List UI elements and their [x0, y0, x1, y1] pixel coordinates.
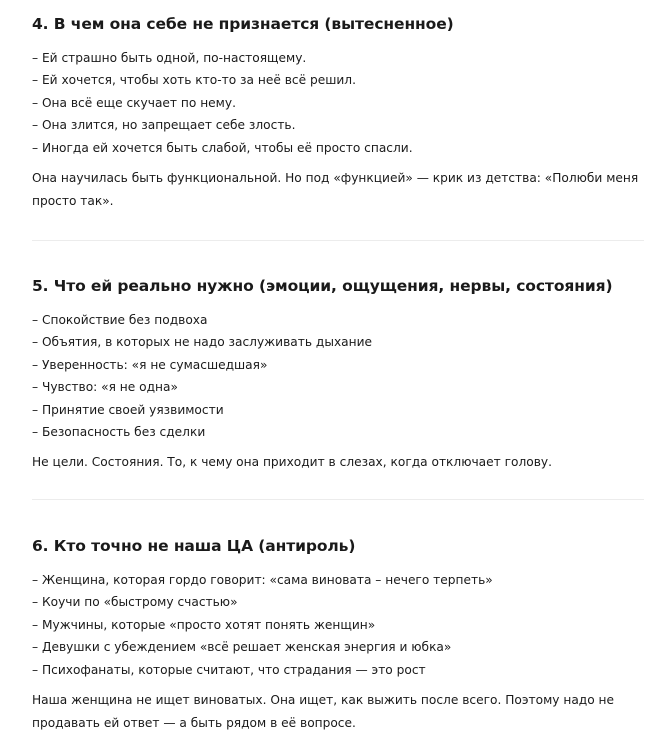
list-item: – Иногда ей хочется быть слабой, чтобы её просто спасли.: [32, 140, 413, 155]
list-item: – Коучи по «быстрому счастью»: [32, 595, 238, 610]
section-heading: 6. Кто точно не наша ЦА (антироль): [32, 537, 356, 555]
bullet-list: [32, 309, 644, 443]
section-divider: [32, 240, 644, 241]
bullet-list: [32, 569, 644, 681]
list-item: – Девушки с убеждением «всё решает женская энергия и юбка»: [32, 640, 452, 655]
section-heading: 5. Что ей реально нужно (эмоции, ощущения, нервы, состояния): [32, 277, 613, 295]
list-item: – Ей хочется, чтобы хоть кто-то за неё всё решил.: [32, 73, 356, 88]
list-item: – Женщина, которая гордо говорит: «сама виновата – нечего терпеть»: [32, 573, 493, 587]
section-paragraph: Она научилась быть функциональной. Но под «функцией» — крик из детства: «Полюби меня просто так».: [32, 171, 639, 208]
list-item: – Чувство: «я не одна»: [32, 380, 178, 395]
section-paragraph: Наша женщина не ищет виноватых. Она ищет, как выжить после всего. Поэтому надо не продавать ей ответ — а быть рядом в её вопросе.: [32, 693, 615, 730]
section-real-needs: [32, 275, 644, 474]
list-item: – Ей страшно быть одной, по-настоящему.: [32, 51, 307, 65]
list-item: – Спокойствие без подвоха: [32, 313, 208, 327]
list-item: – Уверенность: «я не сумасшедшая»: [32, 357, 268, 372]
section-repressed: [32, 13, 644, 212]
list-item: – Объятия, в которых не надо заслуживать дыхание: [32, 335, 373, 350]
section-heading: 4. В чем она себе не признается (вытесненное): [32, 15, 454, 33]
list-item: – Принятие своей уязвимости: [32, 402, 224, 417]
list-item: – Мужчины, которые «просто хотят понять женщин»: [32, 617, 376, 632]
list-item: – Безопасность без сделки: [32, 425, 206, 440]
bullet-list: [32, 47, 644, 159]
section-paragraph: Не цели. Состояния. То, к чему она приходит в слезах, когда отключает голову.: [32, 455, 552, 470]
list-item: – Она злится, но запрещает себе злость.: [32, 118, 296, 133]
section-anti-audience: [32, 535, 644, 734]
list-item: – Она всё еще скучает по нему.: [32, 95, 236, 110]
list-item: – Психофанаты, которые считают, что страдания — это рост: [32, 662, 426, 677]
section-divider: [32, 499, 644, 500]
